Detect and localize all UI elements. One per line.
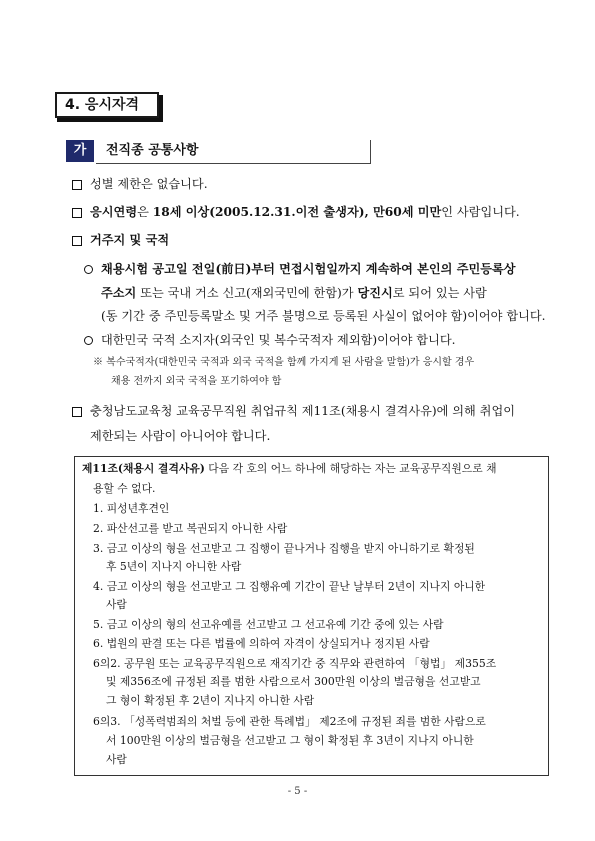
law-clause: 4. 금고 이상의 형을 선고받고 그 집행유예 기간이 끝난 날부터 2년이 지나지 아니한: [93, 580, 486, 593]
checkbox-icon: [72, 208, 82, 218]
age-mid: 은: [137, 205, 153, 219]
law-clause: 6의3. 「성폭력범죄의 처벌 등에 관한 특례법」 제2조에 규정된 죄를 범한 사람으로: [93, 715, 486, 728]
age-range: 18세 이상(2005.12.31.이전 출생자), 만60세 미만: [152, 205, 442, 219]
law-clause: 5. 금고 이상의 형의 선고유예를 선고받고 그 선고유예 기간 중에 있는 사람: [93, 618, 444, 631]
law-clause: 2. 파산선고를 받고 복권되지 아니한 사람: [93, 522, 288, 535]
law-clause: 6의2. 공무원 또는 교육공무직원으로 재직기간 중 직무와 관련하여 「형법」 제355조: [93, 657, 497, 670]
residence-line2-mid: 또는 국내 거소 신고(재외국민에 한함)가: [136, 286, 358, 300]
subsection-underline-tick: [370, 140, 371, 164]
note-line1: ※ 복수국적자(대한민국 국적과 외국 국적을 함께 가지게 된 사람을 말함)가 응시할 경우: [93, 357, 475, 368]
law-clause: 6. 법원의 판결 또는 다른 법률에 의하여 자격이 상실되거나 정지된 사람: [93, 637, 430, 650]
residence-line1: 채용시험 공고일 전일(前日)부터 면접시험일까지 계속하여 본인의 주민등록상: [101, 262, 516, 276]
section-heading: 4. 응시자격: [55, 92, 159, 118]
gender-text: 성별 제한은 없습니다.: [90, 177, 208, 191]
age-suffix: 인 사람입니다.: [441, 205, 520, 219]
residence-line2: [101, 285, 487, 302]
law-clause-cont: 서 100만원 이상의 벌금형을 선고받고 그 형이 확정된 후 3년이 지나지 아니한: [106, 734, 474, 747]
subsection-title: 전직종 공통사항: [106, 143, 199, 158]
checkbox-icon: [72, 407, 82, 417]
law-title: 제11조(채용시 결격사유): [82, 462, 205, 475]
checkbox-icon: [72, 180, 82, 190]
subsection-marker: 가: [66, 140, 94, 162]
rule-line1: 충청남도교육청 교육공무직원 취업규칙 제11조(채용시 결격사유)에 의해 취업이: [90, 404, 516, 418]
law-intro-line1: [82, 460, 497, 478]
residence-line2-end: 로 되어 있는 사람: [392, 286, 487, 300]
note-line2: 채용 전까지 외국 국적을 포기하여야 함: [111, 376, 282, 387]
law-intro-line2: 용할 수 없다.: [93, 482, 156, 495]
law-intro: 다음 각 호의 어느 하나에 해당하는 자는 교육공무직원으로 채: [204, 462, 497, 475]
law-clause-cont: 그 형이 확정된 후 2년이 지나지 아니한 사람: [106, 694, 315, 707]
age-label: 응시연령: [90, 205, 138, 219]
age-text: [90, 204, 520, 221]
law-clause-cont: 사람: [106, 753, 127, 766]
checkbox-icon: [72, 236, 82, 246]
residence-title: 거주지 및 국적: [90, 233, 170, 247]
nationality-text: 대한민국 국적 소지자(외국인 및 복수국적자 제외함)이어야 합니다.: [101, 333, 456, 347]
residence-address-label: 주소지: [101, 286, 137, 300]
circle-bullet-icon: [84, 336, 93, 345]
law-clause: 1. 피성년후견인: [93, 502, 170, 515]
residence-city: 당진시: [357, 286, 393, 300]
subsection-underline: [96, 163, 371, 164]
page-number: - 5 -: [287, 786, 308, 797]
law-clause: 3. 금고 이상의 형을 선고받고 그 집행이 끝나거나 집행을 받지 아니하기로 확정된: [93, 542, 475, 555]
law-clause-cont: 및 제356조에 규정된 죄를 범한 사람으로서 300만원 이상의 벌금형을 선고받고: [106, 675, 481, 688]
residence-line3: (동 기간 중 주민등록말소 및 거주 불명으로 등록된 사실이 없어야 함)이어야 합니다.: [101, 309, 546, 323]
law-clause-cont: 후 5년이 지나지 아니한 사람: [106, 560, 242, 573]
circle-bullet-icon: [84, 265, 93, 274]
law-clause-cont: 사람: [106, 598, 127, 611]
rule-line2: 제한되는 사람이 아니어야 합니다.: [90, 429, 271, 443]
